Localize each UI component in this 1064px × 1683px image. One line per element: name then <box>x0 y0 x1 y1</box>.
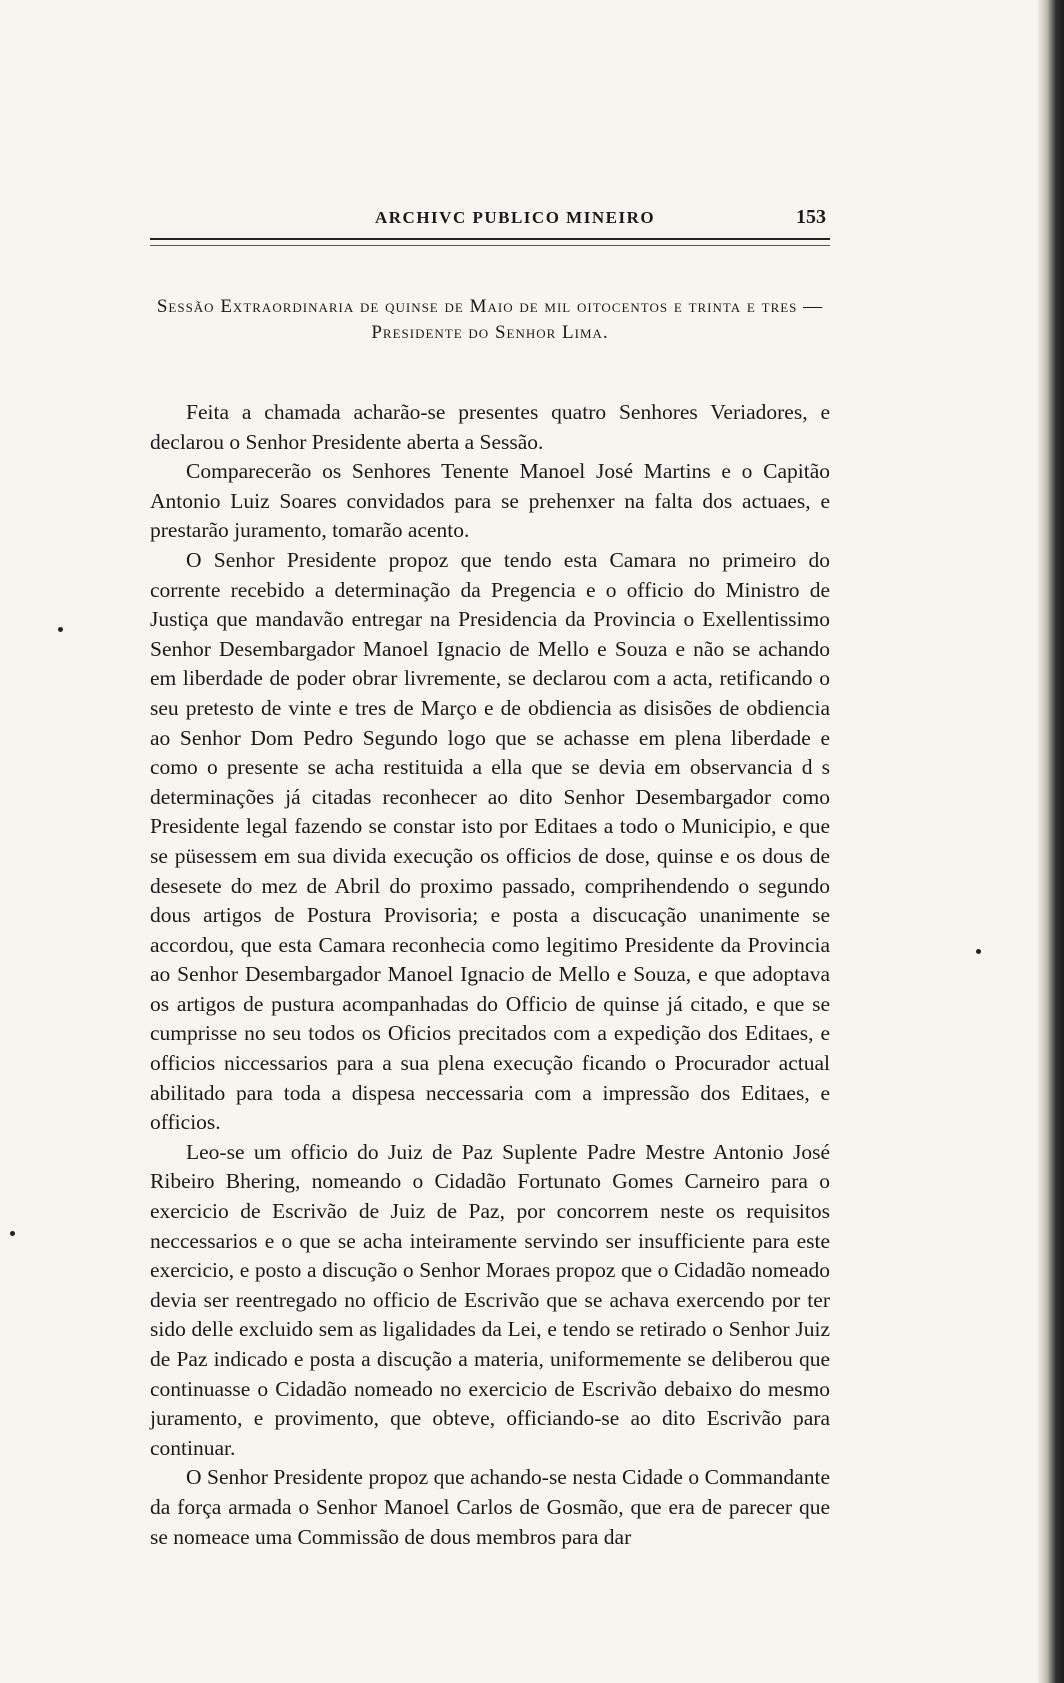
paragraph: Comparecerão os Senhores Tenente Manoel José Martins e o Capitão Antonio Luiz Soares convidados para se prehenxer na falta dos actuaes, e prestarão juramento, tomarão acento. <box>150 459 830 543</box>
margin-speck <box>58 627 63 632</box>
page-edge-shadow <box>1038 0 1064 1683</box>
running-title: ARCHIVC PUBLICO MINEIRO <box>375 208 656 227</box>
paragraph: O Senhor Presidente propoz que tendo esta Camara no primeiro do corrente recebido a determinação da Pregencia e o officio do Ministro de Justiça que mandavão entregar na Presidencia da Provincia o Exellentissimo Senhor Desembargador Manoel Ignacio de Mello e Souza e não se achando em liberdade de poder obrar livremente, se declarou com a acta, retificando o seu pretesto de vinte e tres de Março e de obdiencia as disisões de obdiencia ao Senhor Dom Pedro Segundo logo que se achasse em plena liberdade e como o presente se acha restituida a ella que se devia em observancia d s determinações já citadas reconhecer ao dito Senhor Desembargador como Presidente legal fazendo se constar isto por Editaes a todo o Municipio, e que se püsessem em sua divida execução os officios de dose, quinse e os dous de desesete do mez de Abril do proximo passado, comprihendendo o segundo dous artigos de Postura Provisoria; e posta a discucação unanimente se accordou, que esta Camara reconhecia como legitimo Presidente da Provincia ao Senhor Desembargador Manoel Ignacio de Mello e Souza, e que adoptava os artigos de pustura acompanhadas do Officio de quinse já citado, e que se cumprisse no seu todos os Oficios precitados com a expedição dos Editaes, e officios niccessarios para a sua plena execução ficando o Procurador actual abilitado para toda a dispesa neccessaria com a impressão dos Editaes, e officios. <box>150 547 830 1135</box>
margin-speck <box>10 1231 15 1236</box>
running-head <box>150 206 830 236</box>
page-number: 153 <box>796 206 826 228</box>
paragraph: Feita a chamada acharão-se presentes quatro Senhores Veriadores, e declarou o Senhor Presidente aberta a Sessão. <box>150 400 830 454</box>
margin-speck <box>976 949 981 954</box>
header-rule <box>150 238 830 246</box>
paragraph: O Senhor Presidente propoz que achando-se nesta Cidade o Commandante da força armada o Senhor Manoel Carlos de Gosmão, que era de parecer que se nomeace uma Commissão de dous membros para dar <box>150 1465 830 1549</box>
session-heading: Sessão Extraordinaria de quinse de Maio de mil oitocentos e trinta e tres — Presidente do Senhor Lima. <box>156 296 824 343</box>
body-text <box>150 398 830 1552</box>
paragraph: Leo-se um officio do Juiz de Paz Suplente Padre Mestre Antonio José Ribeiro Bhering, nomeando o Cidadão Fortunato Gomes Carneiro para o exercicio de Escrivão de Juiz de Paz, por concorrem neste os requisitos neccessarios e o que se acha inteiramente servindo ser insufficiente para este exercicio, e posto a discução o Senhor Moraes propoz que o Cidadão nomeado devia ser reentregado no officio de Escrivão que se achava exercendo por ter sido delle excluido sem as ligalidades da Lei, e tendo se retirado o Senhor Juiz de Paz indicado e posta a discução a materia, uniformemente se deliberou que continuasse o Cidadão nomeado no exercicio de Escrivão debaixo do mesmo juramento, e provimento, que obteve, officiando-se ao dito Escrivão para continuar. <box>150 1139 830 1460</box>
